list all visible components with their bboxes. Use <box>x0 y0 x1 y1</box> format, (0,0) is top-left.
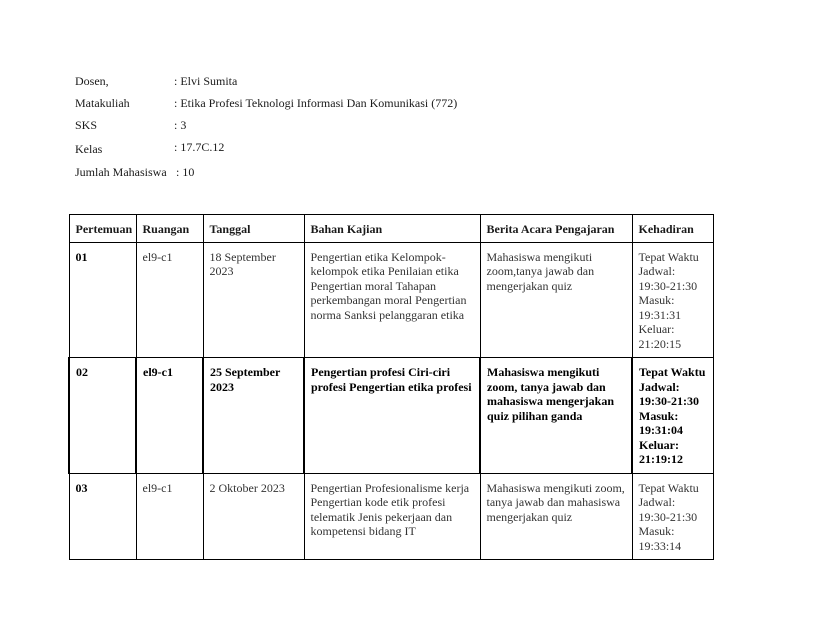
kehadiran-line: 19:31:31 <box>638 307 682 322</box>
kehadiran-line: Tepat Waktu <box>638 480 699 495</box>
kehadiran-line: 21:19:12 <box>639 452 683 466</box>
kehadiran-line: Keluar: <box>638 322 675 336</box>
cell-bahan-kajian: Pengertian etika Kelompok-kelompok etika Penilaian etika Pengertian moral Tahapan perkembangan moral Pengertian norma Sanksi pelanggaran etika <box>304 242 480 358</box>
kehadiran-line: Tepat Waktu <box>639 365 706 379</box>
dosen-label: Dosen, <box>75 74 109 88</box>
kehadiran-line: Masuk: <box>638 524 675 538</box>
cell-berita-acara: Mahasiswa mengikuti zoom,tanya jawab dan mengerjakan quiz <box>480 242 632 358</box>
header-tanggal: Tanggal <box>203 215 304 243</box>
cell-tanggal: 2 Oktober 2023 <box>203 473 304 560</box>
matakuliah-label: Matakuliah <box>75 96 130 110</box>
header-kehadiran: Kehadiran <box>632 215 713 243</box>
cell-ruangan: el9-c1 <box>136 358 203 474</box>
cell-bahan-kajian: Pengertian Profesionalisme kerja Pengertian kode etik profesi telematik Jenis pekerjaan dan kompetensi bidang IT <box>304 473 480 560</box>
kehadiran-line: Jadwal: <box>638 495 676 509</box>
table-row <box>69 473 713 560</box>
cell-berita-acara: Mahasiswa mengikuti zoom, tanya jawab dan mahasiswa mengerjakan quiz <box>480 473 632 560</box>
kehadiran-line: 19:31:04 <box>639 423 683 437</box>
cell-ruangan: el9-c1 <box>136 473 203 560</box>
cell-kehadiran <box>632 358 713 474</box>
kehadiran-line: Masuk: <box>639 408 679 423</box>
cell-berita-acara: Mahasiswa mengikuti zoom, tanya jawab dan mahasiswa mengerjakan quiz pilihan ganda <box>480 358 632 474</box>
kehadiran-line: Tepat Waktu <box>638 249 699 264</box>
cell-kehadiran <box>632 242 713 358</box>
cell-tanggal: 18 September 2023 <box>203 242 304 358</box>
cell-bahan-kajian: Pengertian profesi Ciri-ciri profesi Pengertian etika profesi <box>304 358 480 474</box>
jumlah-label: Jumlah Mahasiswa <box>75 165 167 179</box>
kehadiran-line: Masuk: <box>638 293 675 307</box>
kehadiran-line: 21:20:15 <box>638 336 682 351</box>
kehadiran-line: 19:30-21:30 <box>638 278 698 293</box>
kehadiran-line: 19:30-21:30 <box>638 509 698 524</box>
sks-label: SKS <box>75 118 98 132</box>
kelas-value: : 17.7C.12 <box>174 140 225 154</box>
cell-pertemuan: 02 <box>69 358 136 474</box>
jumlah-value: : 10 <box>176 165 195 179</box>
header-berita-acara: Berita Acara Pengajaran <box>480 215 632 243</box>
header-bahan-kajian: Bahan Kajian <box>304 215 480 243</box>
kehadiran-line: Jadwal: <box>639 379 680 394</box>
kelas-label: Kelas <box>75 142 103 156</box>
table-row <box>69 358 713 474</box>
kehadiran-line: Jadwal: <box>638 264 676 278</box>
header-pertemuan: Pertemuan <box>69 215 136 243</box>
attendance-table <box>68 214 714 560</box>
header-ruangan: Ruangan <box>136 215 203 243</box>
matakuliah-value: : Etika Profesi Teknologi Informasi Dan Komunikasi (772) <box>174 96 458 110</box>
kehadiran-line: 19:33:14 <box>638 538 682 553</box>
table-header-row <box>69 215 713 243</box>
dosen-value: : Elvi Sumita <box>174 74 238 88</box>
cell-pertemuan: 01 <box>69 242 136 358</box>
cell-pertemuan: 03 <box>69 473 136 560</box>
cell-tanggal: 25 September 2023 <box>203 358 304 474</box>
kehadiran-line: Keluar: <box>639 437 679 452</box>
kehadiran-line: 19:30-21:30 <box>639 394 699 408</box>
sks-value: : 3 <box>174 118 187 132</box>
cell-kehadiran <box>632 473 713 560</box>
cell-ruangan: el9-c1 <box>136 242 203 358</box>
table-row <box>69 242 713 358</box>
